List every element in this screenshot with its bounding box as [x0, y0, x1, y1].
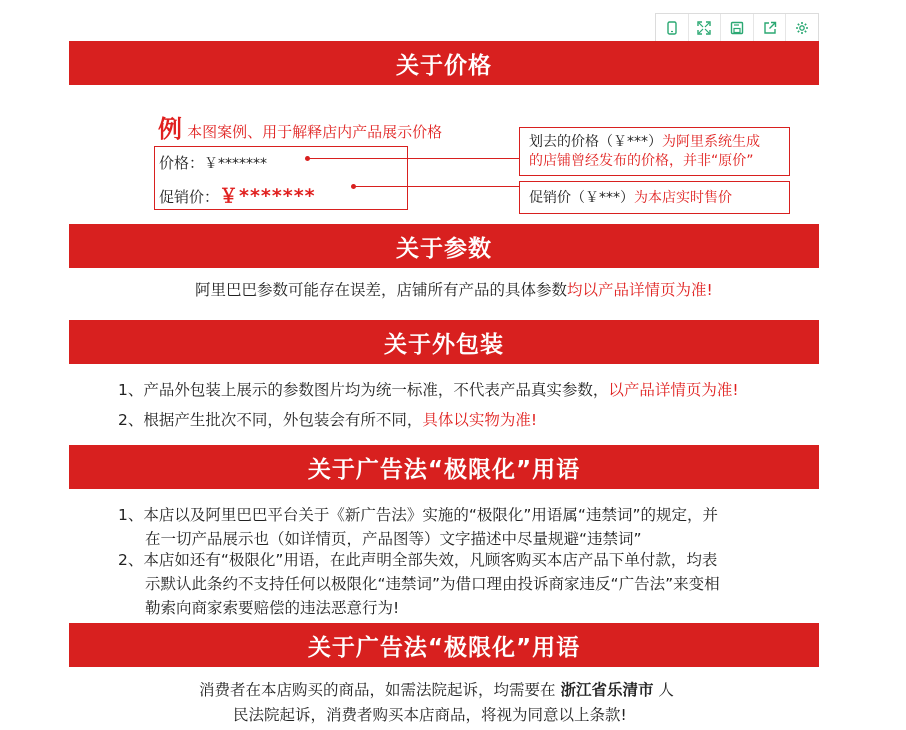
price-row: [159, 152, 267, 173]
note1-red-b: 的店铺曾经发布的价格，并非“原价”: [529, 153, 754, 169]
ad-law-item-2: [118, 548, 720, 620]
note2-red: 为本店实时售价: [634, 190, 732, 206]
package-section-banner: [69, 320, 819, 364]
save-icon[interactable]: [721, 14, 754, 41]
note2-normal: 促销价（￥***）: [529, 190, 634, 206]
share-icon[interactable]: [754, 14, 787, 41]
note1-red-a: 为阿里系统生成: [662, 134, 760, 150]
legal-line-1: [199, 678, 674, 702]
ad-law-item-1: [118, 503, 718, 551]
package-item2-red: 具体以实物为准!: [422, 411, 538, 429]
phone-icon[interactable]: [656, 14, 689, 41]
package-item-1: [118, 378, 739, 402]
promo-pointer-line: [354, 186, 520, 187]
price-section-banner: [69, 41, 819, 85]
package-item1-normal: 1、产品外包装上展示的参数图片均为统一标准，不代表产品真实参数，: [118, 381, 609, 399]
toolbar: [655, 13, 819, 42]
expand-icon[interactable]: [689, 14, 722, 41]
settings-icon[interactable]: [786, 14, 818, 41]
legal-line1-normal: 消费者在本店购买的商品，如需法院起诉，均需要在: [199, 681, 556, 699]
promo-value: ￥*******: [219, 185, 316, 207]
params-section-title: 关于参数: [396, 235, 492, 262]
ad-item1-line1: 1、本店以及阿里巴巴平台关于《新广告法》实施的“极限化”用语属“违禁词”的规定，并: [118, 506, 718, 524]
params-section-banner: [69, 224, 819, 268]
legal-section-title: 关于广告法“极限化”用语: [307, 634, 581, 661]
promo-label: 促销价：: [159, 188, 220, 206]
legal-location: 浙江省乐清市: [560, 681, 654, 699]
price-value: ￥*******: [204, 156, 268, 172]
package-item1-red: 以产品详情页为准!: [608, 381, 739, 399]
ad-item2-line1: 2、本店如还有“极限化”用语，在此声明全部失效，凡顾客购买本店产品下单付款，均表: [118, 551, 718, 569]
price-section-title: 关于价格: [396, 52, 492, 79]
example-text: 本图案例、用于解释店内产品展示价格: [187, 123, 443, 141]
params-text-red: 均以产品详情页为准!: [567, 281, 713, 299]
crossed-price-note: [529, 133, 760, 171]
legal-line1-tail: 人: [658, 681, 674, 699]
price-label: 价格：: [159, 154, 205, 172]
note1-normal: 划去的价格（￥***）: [529, 134, 662, 150]
price-pointer-line: [308, 158, 519, 159]
package-item-2: [118, 408, 537, 432]
example-heading: [158, 109, 442, 144]
params-text: [195, 278, 713, 302]
example-char: 例: [158, 115, 182, 143]
ad-item1-line2: 在一切产品展示也（如详情页，产品图等）文字描述中尽量规避“违禁词”: [145, 530, 642, 548]
ad-item2-line3: 勒索向商家索要赔偿的违法恶意行为!: [145, 599, 400, 617]
package-item2-normal: 2、根据产生批次不同，外包装会有所不同，: [118, 411, 423, 429]
ad-law-section-title: 关于广告法“极限化”用语: [307, 456, 581, 483]
ad-law-section-banner: [69, 445, 819, 489]
promo-note: [529, 187, 732, 207]
params-text-normal: 阿里巴巴参数可能存在误差，店铺所有产品的具体参数: [195, 281, 568, 299]
legal-section-banner: [69, 623, 819, 667]
package-section-title: 关于外包装: [384, 331, 504, 358]
ad-item2-line2: 示默认此条约不支持任何以极限化“违禁词”为借口理由投诉商家违反“广告法”来变相: [145, 575, 720, 593]
promo-row: [159, 181, 316, 208]
legal-line-2: 民法院起诉，消费者购买本店商品，将视为同意以上条款!: [233, 706, 627, 724]
